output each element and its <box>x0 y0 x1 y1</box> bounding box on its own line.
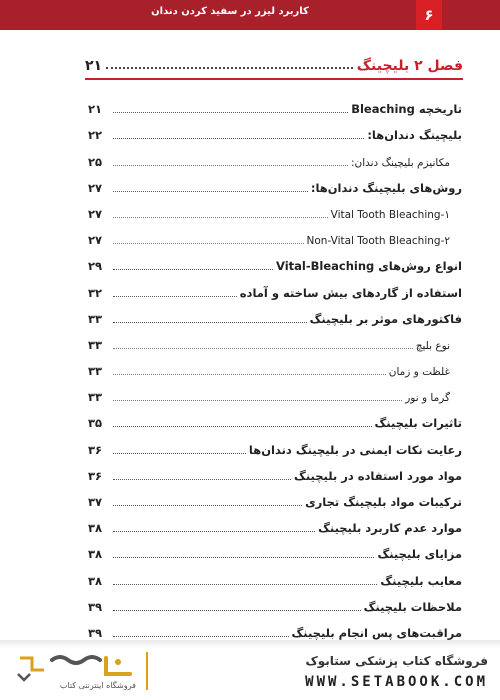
toc-entry-title: مزایای بلیچینگ <box>377 547 462 562</box>
toc-entry-page: ۳۹ <box>88 599 103 614</box>
toc-entry-page: ۳۸ <box>88 547 103 562</box>
toc-leader <box>113 584 377 585</box>
toc-entry-page: ۲۷ <box>88 180 103 195</box>
footer-shade <box>0 640 500 648</box>
footer <box>0 640 500 700</box>
page-header <box>0 0 500 34</box>
toc-entry-page: ۳۷ <box>88 495 103 509</box>
toc-leader <box>113 374 386 375</box>
toc-entry[interactable] <box>88 253 462 279</box>
toc-leader <box>113 217 328 218</box>
logo-tagline: فروشگاه اینترنتی کتاب <box>59 681 136 690</box>
store-url[interactable]: WWW.SETABOOK.COM <box>305 674 488 690</box>
toc-entry-title: روش‌های بلیچینگ دندان‌ها: <box>310 180 462 195</box>
logo-divider <box>146 652 148 690</box>
store-name: فروشگاه کتاب پزشکی ستابوک <box>305 654 488 668</box>
toc-leader <box>113 400 402 401</box>
toc-entry-title: مراقبت‌های پس انجام بلیچینگ <box>291 625 462 640</box>
toc-entry[interactable] <box>88 567 462 593</box>
setabook-logo <box>14 650 140 694</box>
toc-leader <box>113 453 246 454</box>
toc-entry-page: ۳۶ <box>88 442 103 457</box>
toc-entry-title: غلظت و زمان <box>388 366 450 379</box>
toc-entry[interactable] <box>88 201 462 227</box>
toc-leader <box>113 138 364 139</box>
page-number: ۶ <box>416 0 442 30</box>
toc-entry[interactable] <box>88 332 462 358</box>
toc-entry-page: ۳۸ <box>88 573 103 588</box>
toc-entry-title: مکانیزم بلیچینگ دندان: <box>350 156 450 169</box>
toc-entry-page: ۲۷ <box>88 233 103 248</box>
toc-leader <box>113 636 289 637</box>
toc-entry-page: ۳۳ <box>88 311 103 326</box>
toc-leader <box>113 479 291 480</box>
toc-leader <box>113 296 237 297</box>
toc-entry[interactable] <box>88 175 462 201</box>
toc-entry-title: موارد عدم کاربرد بلیچینگ <box>318 521 462 536</box>
chapter-heading[interactable] <box>85 52 463 74</box>
toc-leader <box>113 191 308 192</box>
toc-entry[interactable] <box>88 541 462 567</box>
toc-leader <box>113 531 315 532</box>
toc-entry[interactable] <box>88 227 462 253</box>
toc-leader <box>113 426 372 427</box>
toc-entry[interactable] <box>88 279 462 305</box>
toc-leader <box>113 348 413 349</box>
toc-entry-title: Non-Vital Tooth Bleaching-۲ <box>306 235 450 248</box>
toc-leader <box>113 165 348 166</box>
toc-entry[interactable] <box>88 489 462 515</box>
toc-entry-page: ۲۵ <box>88 154 103 169</box>
table-of-contents <box>88 96 462 646</box>
toc-leader <box>113 505 302 506</box>
toc-entry-title: رعایت نکات ایمنی در بلیچینگ دندان‌ها <box>248 442 462 457</box>
toc-entry[interactable] <box>88 594 462 620</box>
toc-entry[interactable] <box>88 96 462 122</box>
toc-entry[interactable] <box>88 515 462 541</box>
toc-entry-page: ۳۶ <box>88 468 103 483</box>
toc-entry-title: تاثیرات بلیچینگ <box>374 416 462 431</box>
toc-entry-title: تاریخچه Bleaching <box>351 102 462 117</box>
toc-entry-page: ۳۳ <box>88 390 103 405</box>
toc-leader <box>113 243 304 244</box>
logo-mark-icon <box>18 657 130 680</box>
toc-entry[interactable] <box>88 122 462 148</box>
toc-entry-title: انواع روش‌های Vital-Bleaching <box>276 259 462 274</box>
toc-entry[interactable] <box>88 384 462 410</box>
toc-leader <box>113 112 348 113</box>
toc-entry[interactable] <box>88 463 462 489</box>
toc-entry[interactable] <box>88 358 462 384</box>
toc-entry-page: ۳۵ <box>88 416 103 431</box>
toc-entry-page: ۳۳ <box>88 337 103 352</box>
chapter-divider <box>85 78 463 80</box>
toc-entry-title: Vital Tooth Bleaching-۱ <box>330 208 450 221</box>
toc-entry-title: ملاحظات بلیچینگ <box>363 599 462 614</box>
chapter-page: ۲۱ <box>85 58 103 74</box>
toc-entry-title: ترکیبات مواد بلیچینگ تجاری <box>305 495 462 509</box>
toc-entry-page: ۳۹ <box>88 625 103 640</box>
toc-entry-page: ۲۲ <box>88 128 103 143</box>
toc-entry[interactable] <box>88 410 462 436</box>
toc-entry[interactable] <box>88 306 462 332</box>
toc-entry-page: ۳۳ <box>88 364 103 379</box>
chapter-title: فصل ۲ بلیچینگ <box>356 58 463 74</box>
toc-entry-page: ۲۷ <box>88 206 103 221</box>
toc-entry[interactable] <box>88 436 462 462</box>
toc-entry-title: استفاده از گاردهای بیش ساخته و آماده <box>239 285 462 300</box>
toc-entry-page: ۳۸ <box>88 521 103 536</box>
toc-entry-title: فاکتورهای موثر بر بلیچینگ <box>309 311 462 326</box>
running-title: کاربرد لیزر در سفید کردن دندان <box>151 6 309 17</box>
toc-entry-title: معایب بلیچینگ <box>380 573 462 588</box>
toc-entry-page: ۳۲ <box>88 285 103 300</box>
toc-entry-title: گرما و نور <box>405 392 450 405</box>
chapter-leader <box>106 67 353 69</box>
toc-leader <box>113 322 307 323</box>
toc-entry[interactable] <box>88 148 462 174</box>
toc-entry-title: نوع بلیچ <box>415 339 450 352</box>
toc-leader <box>113 610 361 611</box>
toc-leader <box>113 557 374 558</box>
toc-entry-page: ۲۱ <box>88 102 103 117</box>
toc-entry-title: بلیچینگ دندان‌ها: <box>367 128 462 143</box>
toc-entry-title: مواد مورد استفاده در بلیچینگ <box>294 468 462 483</box>
toc-entry-page: ۲۹ <box>88 259 103 274</box>
toc-leader <box>113 269 273 270</box>
